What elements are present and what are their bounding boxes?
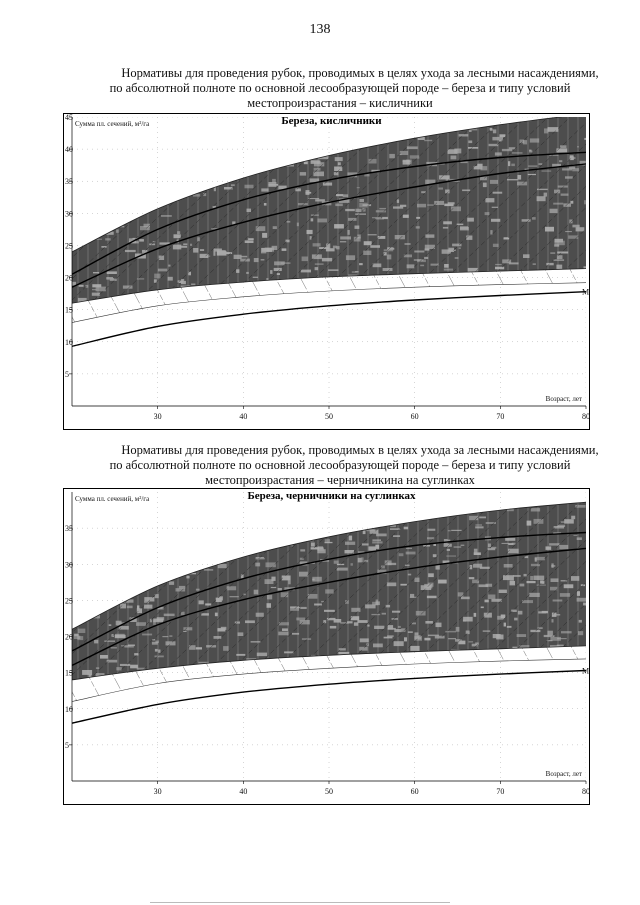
y-tick-label: 40 <box>65 145 73 155</box>
x-tick-label: 50 <box>325 412 333 421</box>
x-tick-label: 70 <box>496 412 505 421</box>
x-tick-label: 30 <box>153 787 162 796</box>
y-tick-label: 30 <box>65 209 73 219</box>
x-axis-label: Возраст, лет <box>545 395 582 403</box>
y-tick-label: 15 <box>65 305 73 315</box>
chart-2-svg <box>63 488 590 805</box>
x-tick-label: 60 <box>410 787 419 796</box>
y-tick-label: 10 <box>65 704 73 714</box>
x-tick-label: 40 <box>239 412 248 421</box>
x-tick-label: 70 <box>496 787 505 796</box>
y-tick-label: 30 <box>65 560 73 570</box>
bottom-rule <box>150 902 450 903</box>
x-tick-label: 60 <box>410 412 419 421</box>
caption-line: Нормативы для проведения рубок, проводимых в целях ухода за лесными насаждениями, <box>121 443 599 457</box>
y-tick-label: 25 <box>65 241 73 251</box>
caption-line: по абсолютной полноте по основной лесообразующей породе – береза и типу условий <box>109 458 571 472</box>
chart-birch-bilberry-loam <box>63 488 590 805</box>
chart-1-svg <box>63 113 590 430</box>
curve-label-m: М <box>582 666 590 676</box>
y-tick-label: 35 <box>65 524 73 534</box>
y-tick-label: 20 <box>65 273 73 283</box>
x-axis-label: Возраст, лет <box>545 770 582 778</box>
x-tick-label: 30 <box>153 412 162 421</box>
y-axis-label: Сумма пл. сечений, м²/га <box>75 495 150 503</box>
x-tick-label: 50 <box>325 787 333 796</box>
page-number: 138 <box>309 22 331 37</box>
y-tick-label: 25 <box>65 596 73 606</box>
caption-line: по абсолютной полноте по основной лесообразующей породе – береза и типу условий <box>109 81 571 95</box>
caption-line: местопроизрастания – кисличники <box>247 96 433 110</box>
chart-title: Береза, кисличники <box>281 115 382 127</box>
y-tick-label: 20 <box>65 632 73 642</box>
chart-2-caption <box>60 443 620 488</box>
y-tick-label: 5 <box>65 740 69 750</box>
caption-line: Нормативы для проведения рубок, проводимых в целях ухода за лесными насаждениями, <box>121 66 599 80</box>
x-tick-label: 80 <box>582 412 590 421</box>
caption-line: местопроизрастания – черничникина на суглинках <box>205 473 475 487</box>
x-tick-label: 80 <box>582 787 590 796</box>
y-tick-label: 45 <box>65 113 73 122</box>
y-tick-label: 10 <box>65 337 73 347</box>
y-tick-label: 35 <box>65 177 73 187</box>
curve-label-m: М <box>582 287 590 297</box>
chart-birch-oxalis <box>63 113 590 430</box>
chart-1-caption <box>60 66 620 111</box>
y-tick-label: 15 <box>65 668 73 678</box>
chart-title: Береза, черничники на суглинках <box>247 490 416 502</box>
x-tick-label: 40 <box>239 787 248 796</box>
y-tick-label: 5 <box>65 369 69 379</box>
y-axis-label: Сумма пл. сечений, м²/га <box>75 120 150 128</box>
